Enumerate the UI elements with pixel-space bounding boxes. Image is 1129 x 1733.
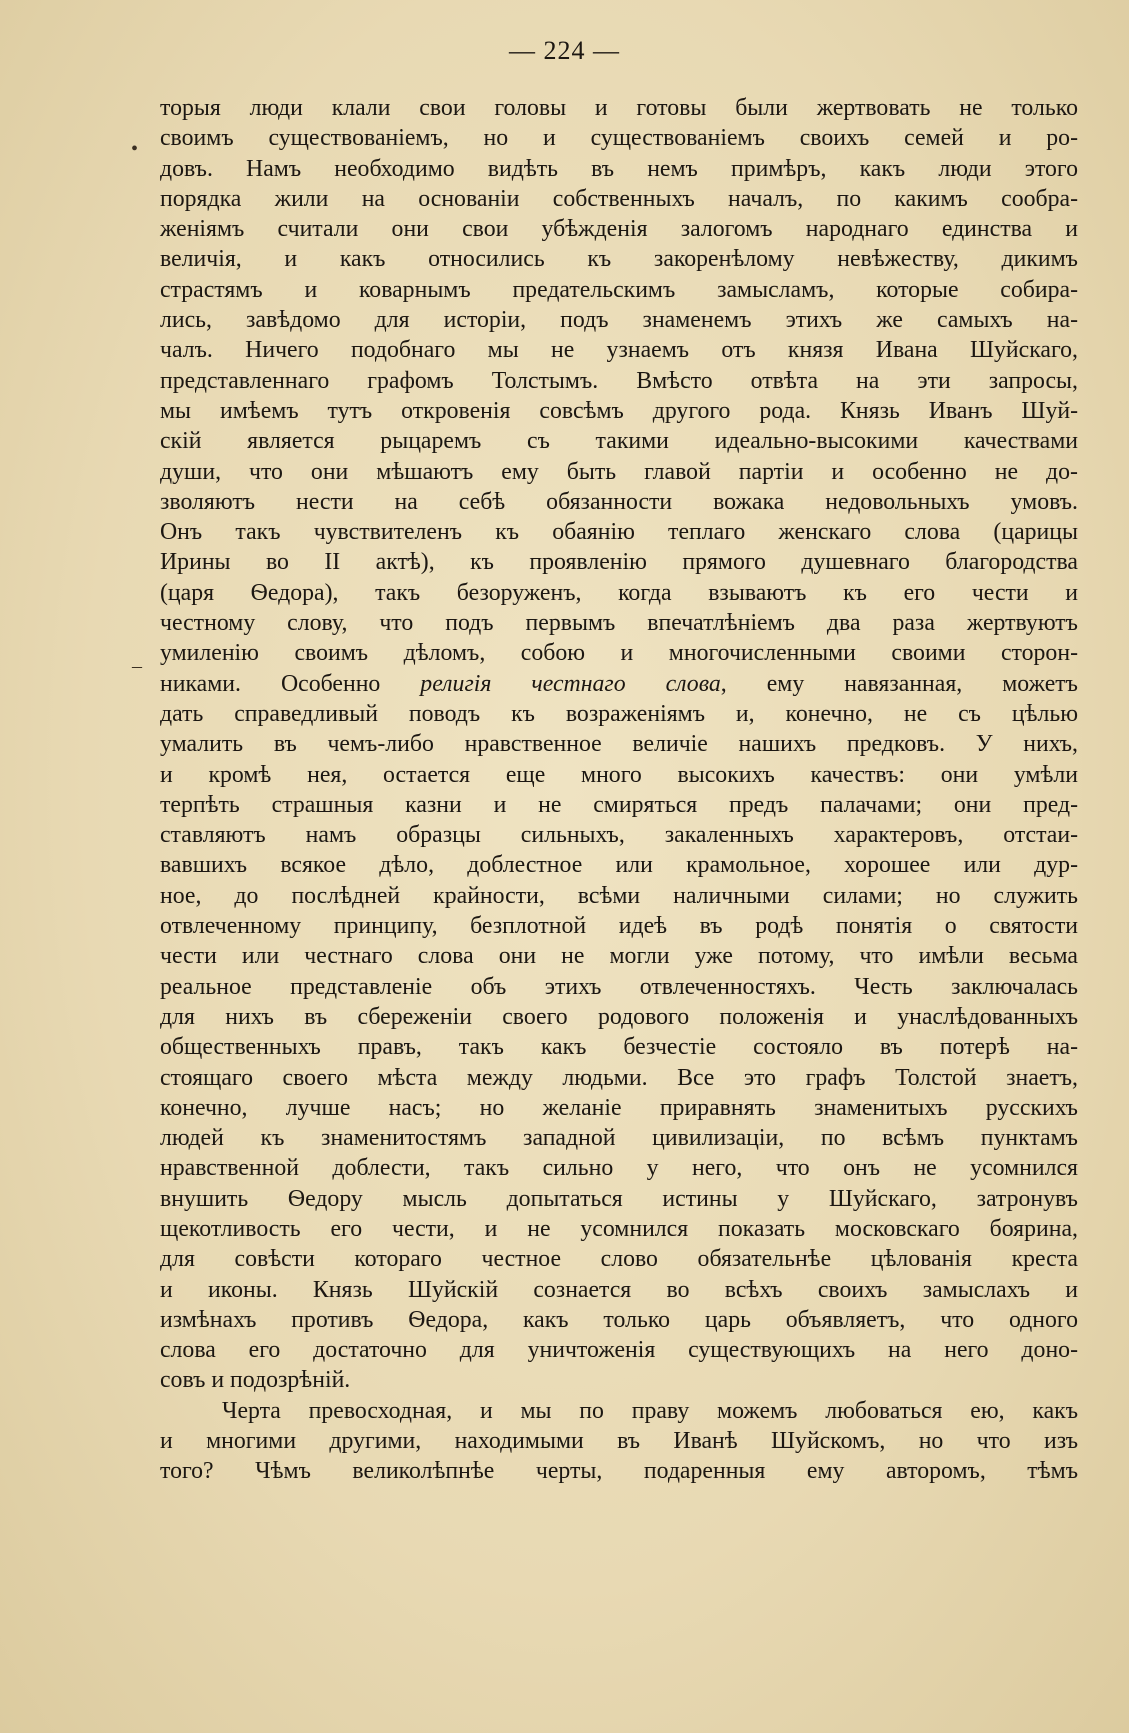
- text-line: Онъ такъ чувствителенъ къ обаянію теплаго женскаго слова (царицы: [160, 519, 1078, 546]
- text-line: для совѣсти котораго честное слово обязательнѣе цѣлованія креста: [160, 1246, 1078, 1273]
- text-line: и кромѣ нея, остается еще много высокихъ качествъ: они умѣли: [160, 761, 1078, 788]
- text-line: стоящаго своего мѣста между людьми. Все это графъ Толстой знаетъ,: [160, 1064, 1078, 1091]
- text-line: конечно, лучше насъ; но желаніе приравнять знаменитыхъ русскихъ: [160, 1094, 1078, 1121]
- text-line: реальное представленіе объ этихъ отвлеченностяхъ. Честь заключалась: [160, 973, 1078, 1000]
- text-line: и иконы. Князь Шуйскій сознается во всѣхъ своихъ замыслахъ и: [160, 1276, 1078, 1303]
- text-line: чести или честнаго слова они не могли уже потому, что имѣли весьма: [160, 943, 1078, 970]
- text-line: зволяютъ нести на себѣ обязанности вожака недовольныхъ умовъ.: [160, 488, 1078, 515]
- text-line: измѣнахъ противъ Ѳедора, какъ только царь объявляетъ, что одного: [160, 1306, 1078, 1333]
- paragraph-2: [160, 1396, 1078, 1487]
- text-line: умиленію своимъ дѣломъ, собою и многочисленными своими сторон-: [160, 640, 1078, 667]
- text-line: внушить Ѳедору мысль допытаться истины у Шуйскаго, затронувъ: [160, 1185, 1078, 1212]
- text-line: Черта превосходная, и мы по праву можемъ любоваться ею, какъ: [222, 1397, 1078, 1424]
- text-line: лись, завѣдомо для исторіи, подъ знаменемъ этихъ же самыхъ на-: [160, 307, 1078, 334]
- text-line: вавшихъ всякое дѣло, доблестное или крамольное, хорошее или дур-: [160, 852, 1078, 879]
- text-line: довъ. Намъ необходимо видѣть въ немъ примѣръ, какъ люди этого: [160, 155, 1078, 182]
- text-line: щекотливость его чести, и не усомнился показать московскаго боярина,: [160, 1215, 1078, 1242]
- text-line: того? Чѣмъ великолѣпнѣе черты, подаренныя ему авторомъ, тѣмъ: [160, 1458, 1078, 1485]
- text-line: и многими другими, находимыми въ Иванѣ Шуйскомъ, но что изъ: [160, 1428, 1078, 1455]
- text-line: мы имѣемъ тутъ откровенія совсѣмъ другого рода. Князь Иванъ Шуй-: [160, 397, 1078, 424]
- text-line: души, что они мѣшаютъ ему быть главой партіи и особенно не до-: [160, 458, 1078, 485]
- text-line: скій является рыцаремъ съ такими идеально-высокими качествами: [160, 428, 1078, 455]
- text-line: страстямъ и коварнымъ предательскимъ замысламъ, которые собира-: [160, 276, 1078, 303]
- paragraph-1: [160, 93, 1078, 1396]
- text-line: ное, до послѣдней крайности, всѣми наличными силами; но служить: [160, 882, 1078, 909]
- text-line: нравственной доблести, такъ сильно у него, что онъ не усомнился: [160, 1155, 1078, 1182]
- text-line: женіямъ считали они свои убѣжденія залогомъ народнаго единства и: [160, 216, 1078, 243]
- text-line: отвлеченному принципу, безплотной идеѣ въ родѣ понятія о святости: [160, 913, 1078, 940]
- text-line: величія, и какъ относились къ закоренѣлому невѣжеству, дикимъ: [160, 246, 1078, 273]
- page-number: — 224 —: [509, 36, 620, 65]
- text-line: чалъ. Ничего подобнаго мы не узнаемъ отъ князя Ивана Шуйскаго,: [160, 337, 1078, 364]
- text-line: слова его достаточно для уничтоженія существующихъ на него доно-: [160, 1337, 1078, 1364]
- text-line: Ирины во II актѣ), къ проявленію прямого душевнаго благородства: [160, 549, 1078, 576]
- text-line: ставляютъ намъ образцы сильныхъ, закаленныхъ характеровъ, отстаи-: [160, 822, 1078, 849]
- text-line: для нихъ въ сбереженіи своего родового положенія и унаслѣдованныхъ: [160, 1003, 1078, 1030]
- text-line: дать справедливый поводъ къ возраженіямъ и, конечно, не съ цѣлью: [160, 700, 1078, 727]
- margin-dash-mark: –: [132, 655, 142, 677]
- text-line: (царя Ѳедора), такъ безоруженъ, когда взываютъ къ его чести и: [160, 579, 1078, 606]
- text-line: честному слову, что подъ первымъ впечатлѣніемъ два раза жертвуютъ: [160, 610, 1078, 637]
- body-text: [160, 93, 1078, 1487]
- italic-phrase: религія честнаго слова: [420, 670, 721, 697]
- margin-dot-mark: •: [131, 138, 139, 160]
- text-line: своимъ существованіемъ, но и существованіемъ своихъ семей и ро-: [160, 125, 1078, 152]
- text-line: представленнаго графомъ Толстымъ. Вмѣсто отвѣта на эти запросы,: [160, 367, 1078, 394]
- text-line: порядка жили на основаніи собственныхъ началъ, по какимъ сообра-: [160, 185, 1078, 212]
- text-line: совъ и подозрѣній.: [160, 1367, 351, 1394]
- text-line: никами. Особенно религія честнаго слова, ему навязанная, можетъ: [160, 670, 1078, 697]
- text-line: общественныхъ правъ, такъ какъ безчестіе состояло въ потерѣ на-: [160, 1034, 1078, 1061]
- text-line: торыя люди клали свои головы и готовы были жертвовать не только: [160, 95, 1078, 121]
- text-line: умалить въ чемъ-либо нравственное величіе нашихъ предковъ. У нихъ,: [160, 731, 1078, 758]
- text-line: терпѣть страшныя казни и не смиряться предъ палачами; они пред-: [160, 791, 1078, 818]
- text-line: людей къ знаменитостямъ западной цивилизаціи, по всѣмъ пунктамъ: [160, 1125, 1078, 1152]
